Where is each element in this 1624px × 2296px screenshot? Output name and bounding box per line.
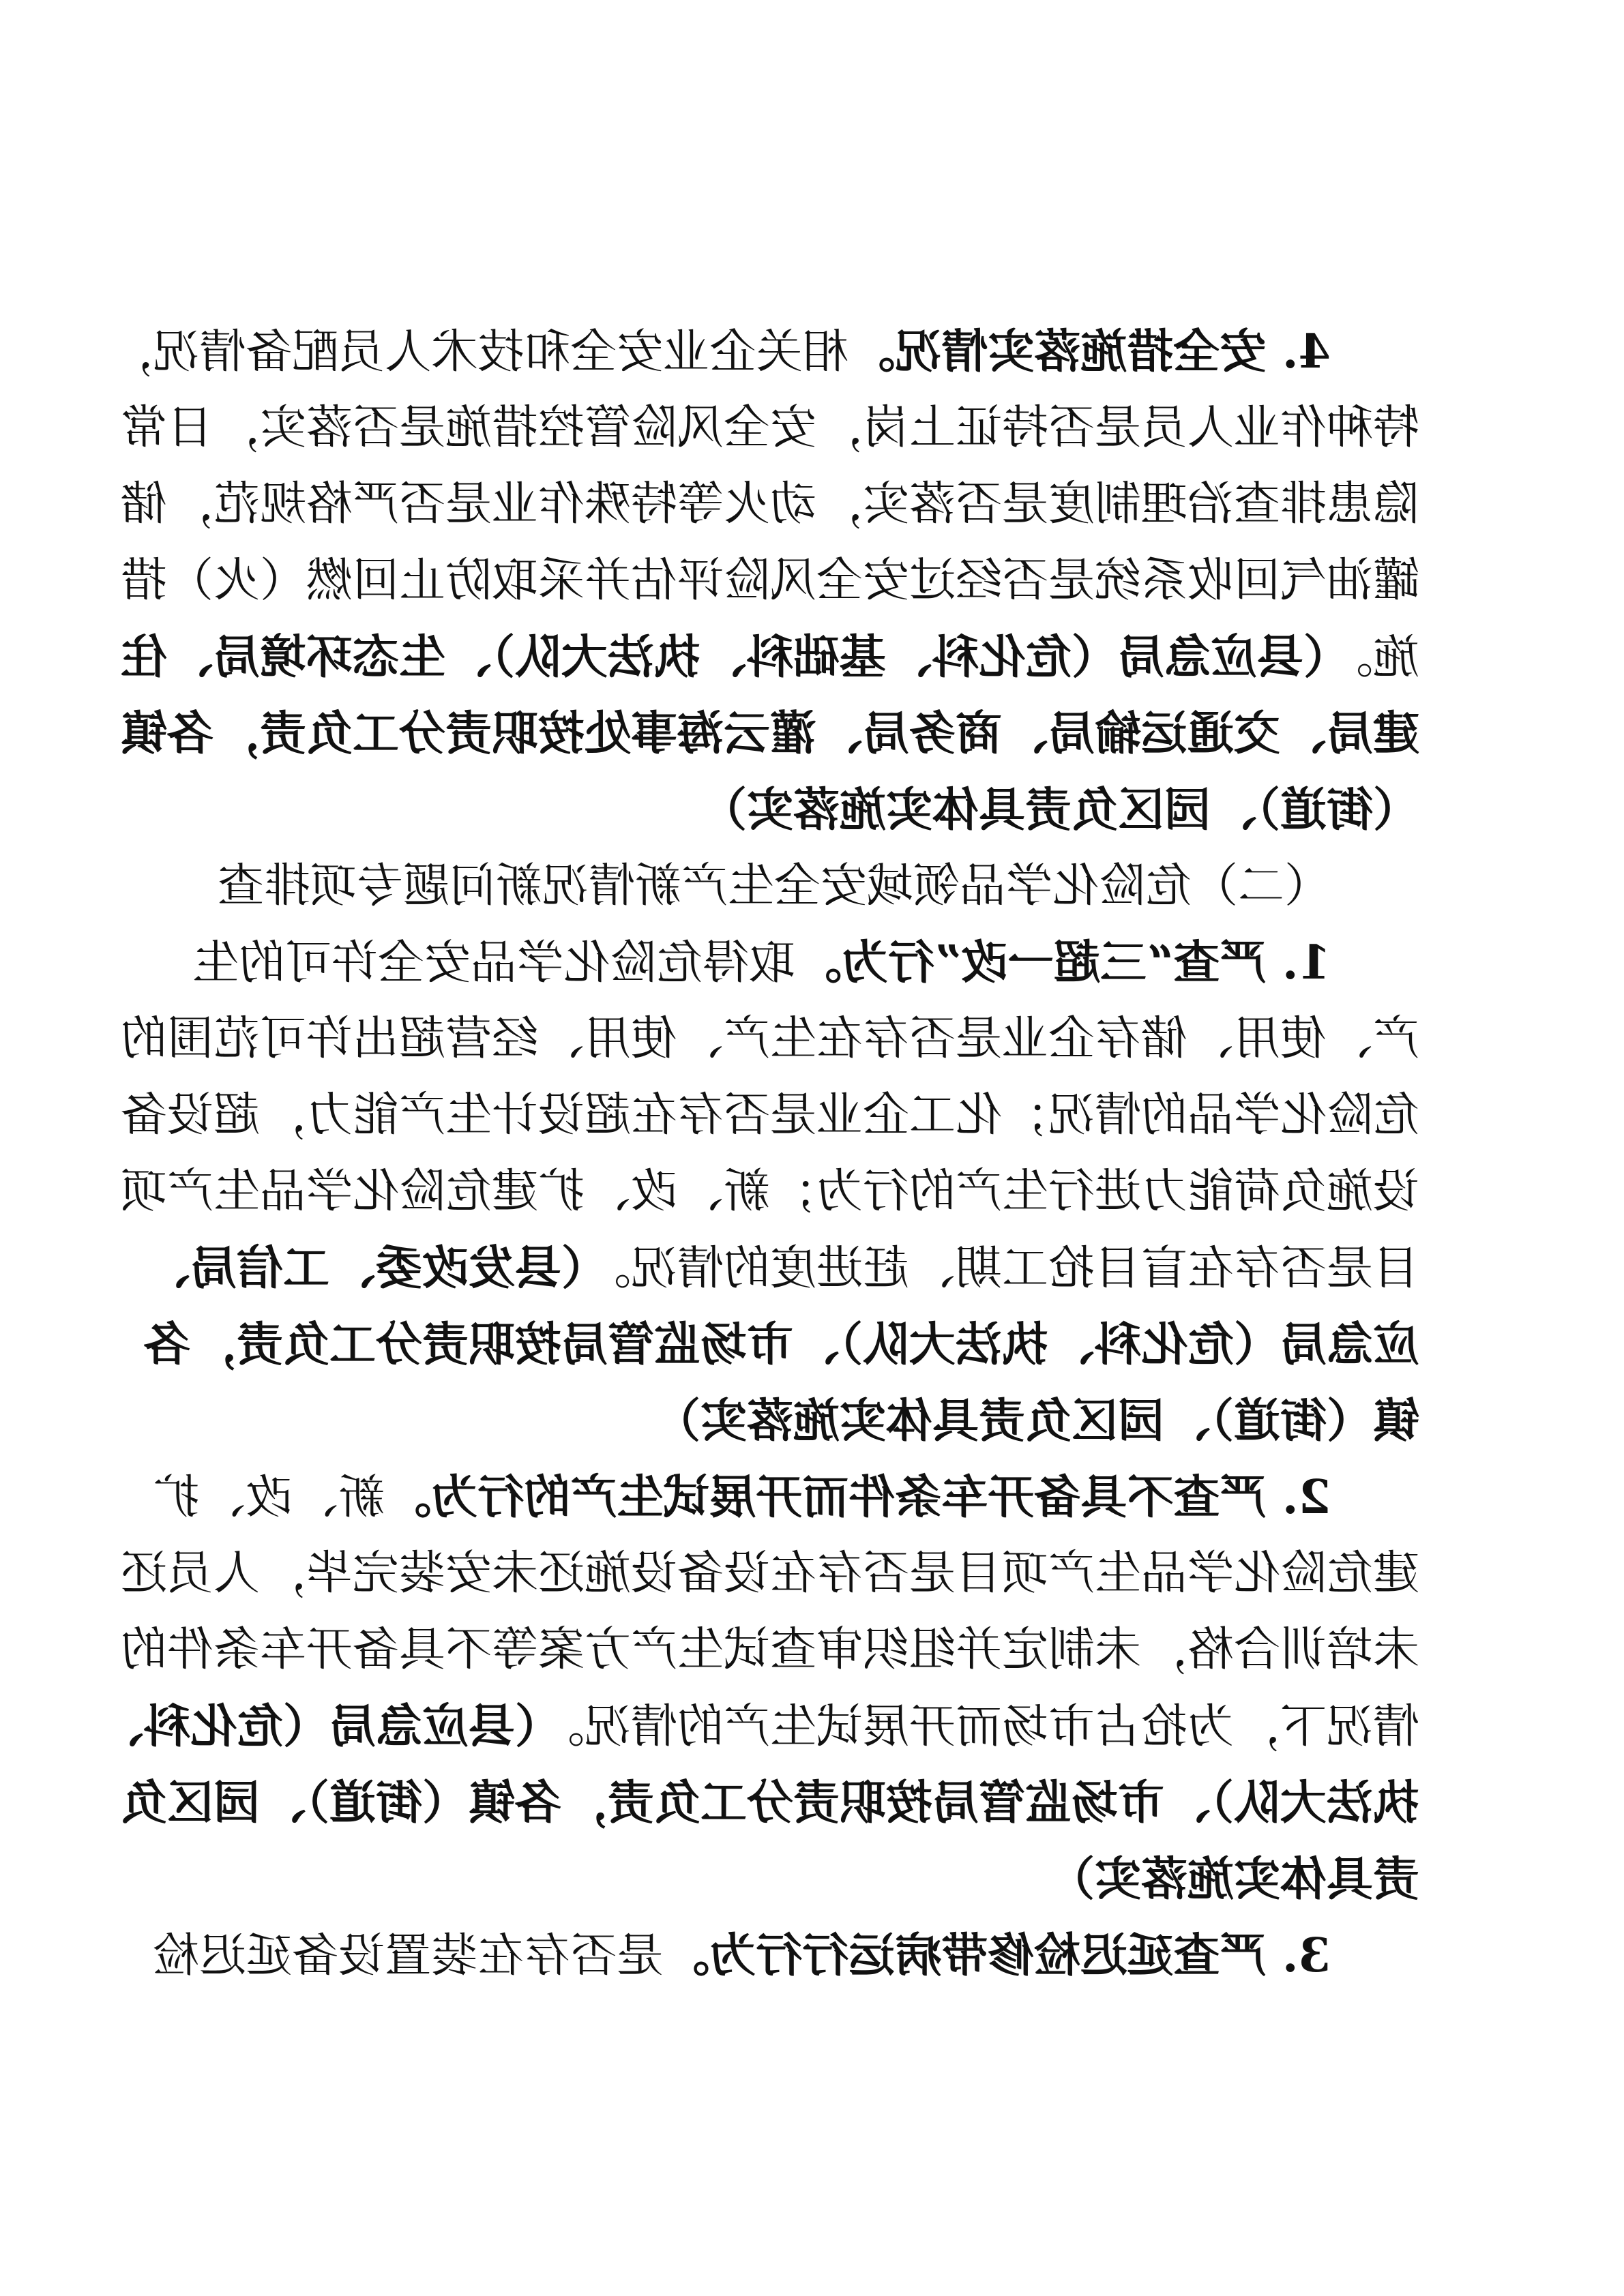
text-line [0,1688,1419,1765]
bold-text-segment: （县应急局（危化科、 [97,1699,538,1754]
text-segment: 设施负荷能力进行生产的行为；新、改、扩建危险化学品生产项 [120,1165,1419,1219]
text-segment: 新、改、扩 [153,1471,385,1525]
text-segment: 未培训合格，未制定并组织审查试生产方案等不具备开车条件的 [120,1623,1419,1677]
bold-text-segment: 镇（街道）、园区负责具体实施落实） [653,1394,1419,1448]
bold-text-segment: （县应急局（危化科、基础科、执法大队）、生态环境局、住 [120,630,1327,685]
bold-text-segment: 2. 严查不具备开车条件而开展试生产的行为。 [385,1470,1331,1525]
text-line [0,696,1419,772]
text-line [0,1459,1331,1536]
text-segment: （二）危险化学品领域安全生产新情况新问题专项排查 [217,859,1331,913]
text-segment: 相关企业安全和技术人员配备情况， [106,325,849,379]
text-segment: 取得危险化学品安全许可的生 [192,936,796,990]
bold-text-segment: 1. 严查“三超一改”行为。 [795,936,1331,990]
text-line [0,772,1419,848]
text-line [0,619,1419,696]
text-line [0,314,1331,390]
text-line [0,466,1419,543]
text-segment: 危险化学品的情况；化工企业是否存在超设计生产能力，超设备 [120,1088,1419,1142]
text-segment: 情况下，为抢占市场而开展试生产的情况。 [537,1700,1419,1754]
text-segment: 是否存在装置设备延迟检 [153,1929,664,1983]
text-line [0,1077,1419,1154]
text-line [0,925,1331,1001]
text-line [0,1612,1419,1688]
text-line [0,1841,1419,1918]
section-heading [0,848,1331,925]
text-line [0,1536,1419,1612]
bold-text-segment: （街道）、园区负责具体实施落实） [700,783,1419,837]
text-segment: 施。 [1326,631,1419,685]
text-segment: 特种作业人员是否持证上岗，安全风险管控措施是否落实，日常 [120,401,1419,455]
text-segment: 产、使用、储存企业是否存在生产、使用、经营超出许可范围的 [120,1012,1419,1066]
text-line [0,1765,1419,1841]
text-segment: 罐油气回收系统是否经过安全风险评估并采取防止回燃（火）措 [120,554,1419,608]
text-line [0,1154,1419,1230]
bold-text-segment: 3. 严查延迟检修带病运行行为。 [663,1928,1331,1983]
text-line [0,1230,1419,1307]
text-line [0,390,1419,466]
bold-text-segment: 责具体实施落实） [1048,1852,1419,1907]
bold-text-segment: （县发改委、工信局、 [143,1241,585,1296]
bold-text-segment: 建局、交通运输局、商务局、灌云海事处按职责分工负责，各镇 [120,706,1419,761]
text-line [0,1918,1331,1994]
text-line [0,1383,1419,1459]
text-segment: 隐患排查治理制度是否落实，动火等特殊作业是否严格规范，储 [120,477,1419,531]
text-segment: 建危险化学品生产项目是否存在设备设施还未安装完毕，人员还 [120,1547,1419,1600]
text-line [0,1307,1419,1383]
bold-text-segment: 4. 安全措施落实情况。 [848,325,1331,379]
bold-text-segment: 应急局（危化科、执法大队）、市场监管局按职责分工负责，各 [143,1317,1419,1372]
text-line [0,1001,1419,1077]
text-line [0,543,1419,619]
bold-text-segment: 执法大队）、市场监管局按职责分工负责，各镇（街道）、园区负 [120,1776,1419,1830]
text-segment: 目是否存在盲目抢工期、赶进度的情况。 [584,1242,1419,1296]
